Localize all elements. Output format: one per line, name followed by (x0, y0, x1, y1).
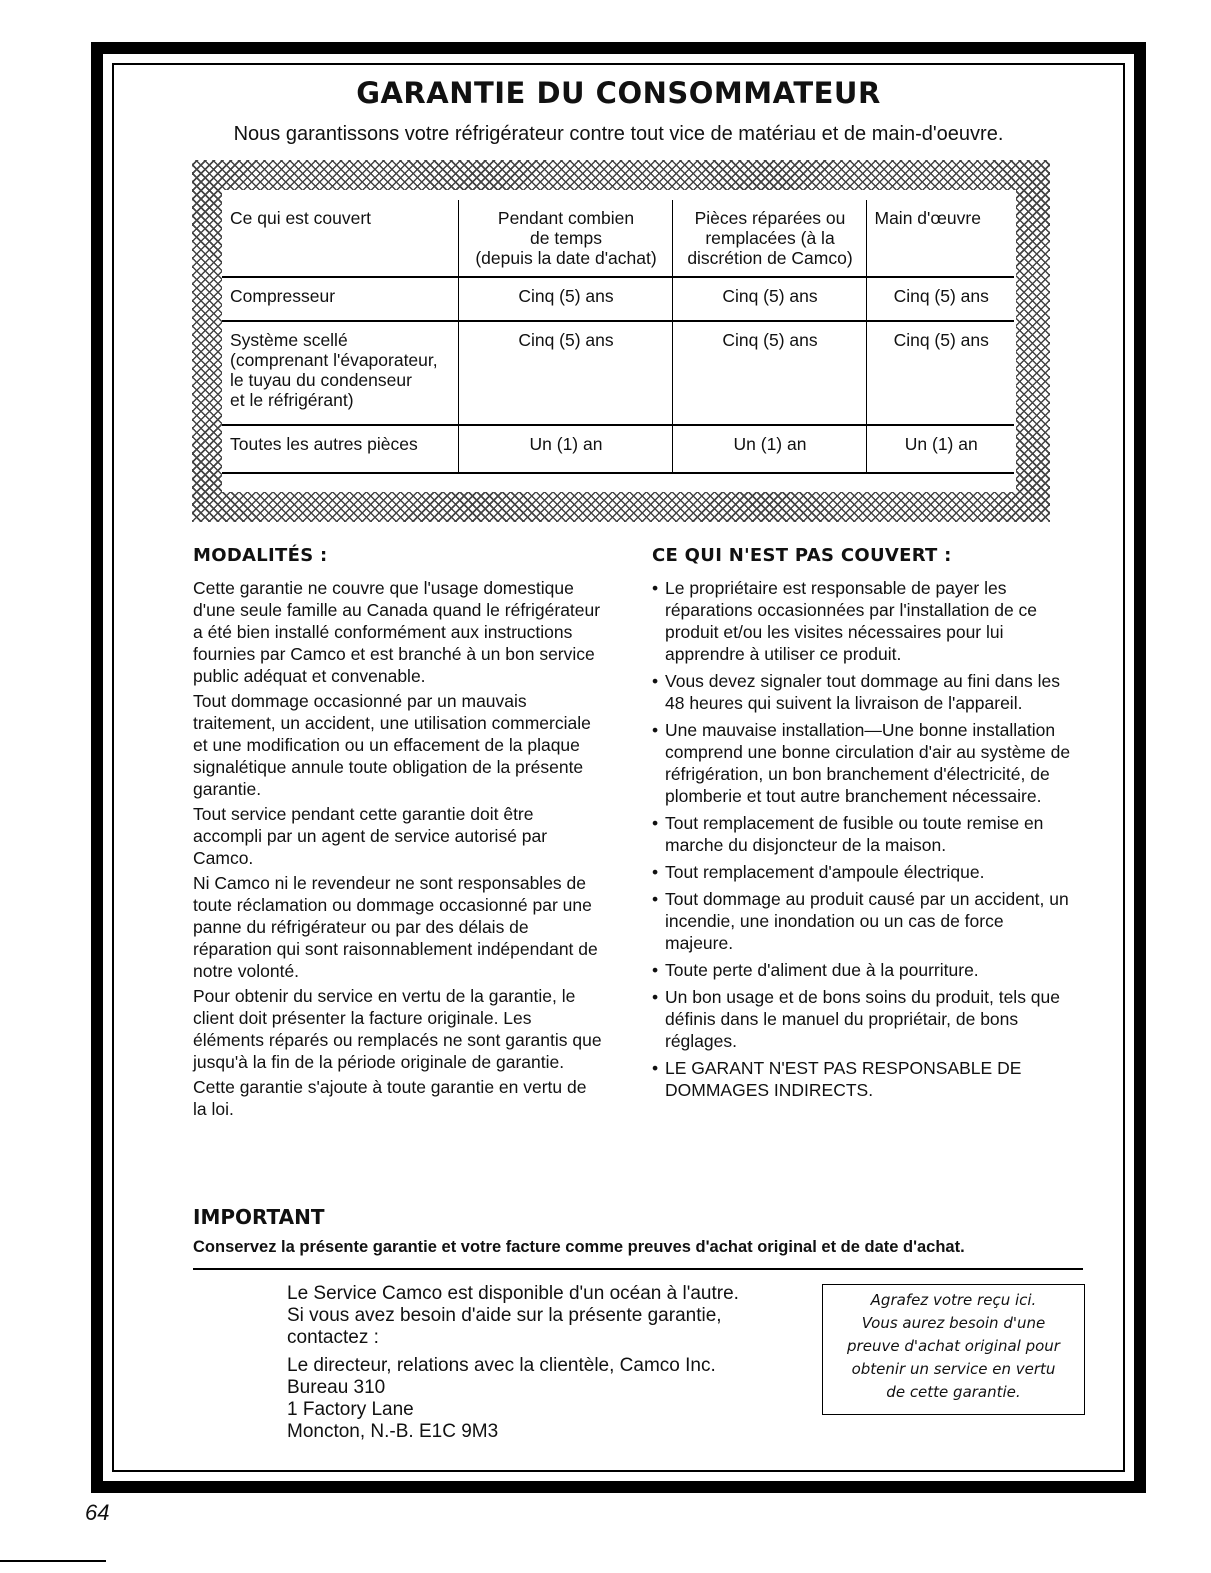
modalites-paragraph: Tout dommage occasionné par un mauvais traitement, un accident, une utilisation commerciale et une modification ou un effacement de la plaque signalétique annule toute obligation de la présente garantie. (193, 691, 591, 799)
list-item: • Une mauvaise installation—Une bonne installation comprend une bonne circulation d'air au système de réfrigération, un bon branchement d'électricité, de plomberie et tout autre branchement nécessaire. (652, 719, 1072, 807)
modalites-paragraph: Cette garantie ne couvre que l'usage domestique d'une seule famille au Canada quand le réfrigérateur a été bien installé conformément aux instructions fournies par Camco et est branché à un bon service public adéquat et convenable. (193, 578, 601, 686)
page-title: GARANTIE DU CONSOMMATEUR (356, 76, 881, 110)
list-item: • LE GARANT N'EST PAS RESPONSABLE DE DOMMAGES INDIRECTS. (652, 1057, 1072, 1101)
contact-intro: Le Service Camco est disponible d'un océan à l'autre. Si vous avez besoin d'aide sur la présente garantie, contactez : (287, 1283, 739, 1348)
list-item: • Tout remplacement d'ampoule électrique. (652, 861, 1072, 883)
header-duration: Pendant combien de temps (depuis la date d'achat) (458, 200, 672, 277)
cell-labor: Cinq (5) ans (866, 277, 1014, 321)
modalites-section (193, 545, 603, 1123)
table-row (222, 425, 1014, 473)
not-covered-section (652, 545, 1072, 1106)
list-item: • Vous devez signaler tout dommage au fini dans les 48 heures qui suivent la livraison de l'appareil. (652, 670, 1072, 714)
not-covered-heading: CE QUI N'EST PAS COUVERT : (652, 545, 952, 566)
cell-parts: Un (1) an (672, 425, 866, 473)
header-labor: Main d'œuvre (866, 200, 1014, 277)
cell-duration: Cinq (5) ans (458, 321, 672, 425)
modalites-paragraph: Pour obtenir du service en vertu de la garantie, le client doit présenter la facture originale. Les éléments réparés ou remplacés ne sont garantis que jusqu'à la fin de la période originale de garantie. (193, 986, 602, 1072)
list-item: • Un bon usage et de bons soins du produit, tels que définis dans le manuel du propriétair, de bons réglages. (652, 986, 1072, 1052)
modalites-paragraph: Ni Camco ni le revendeur ne sont responsables de toute réclamation ou dommage occasionné par une panne du réfrigérateur ou par des délais de réparation qui sont raisonnablement indépendant de notre volonté. (193, 873, 598, 981)
receipt-staple-box: Agrafez votre reçu ici. Vous aurez besoin d'une preuve d'achat original pour obtenir un service en vertu de cette garantie. (822, 1284, 1085, 1415)
contact-block (287, 1283, 807, 1449)
list-item: • Toute perte d'aliment due à la pourriture. (652, 959, 1072, 981)
list-item: • Tout dommage au produit causé par un accident, un incendie, une inondation ou un cas de force majeure. (652, 888, 1072, 954)
list-item: • Tout remplacement de fusible ou toute remise en marche du disjoncteur de la maison. (652, 812, 1072, 856)
not-covered-list (652, 577, 1072, 1101)
modalites-paragraph: Cette garantie s'ajoute à toute garantie en vertu de la loi. (193, 1077, 587, 1119)
modalites-paragraph: Tout service pendant cette garantie doit être accompli par un agent de service autorisé par Camco. (193, 804, 548, 868)
cell-duration: Un (1) an (458, 425, 672, 473)
cell-parts: Cinq (5) ans (672, 321, 866, 425)
important-heading: IMPORTANT (193, 1205, 325, 1229)
contact-address: Le directeur, relations avec la clientèle, Camco Inc. Bureau 310 1 Factory Lane Moncton, N.-B. E1C 9M3 (287, 1355, 716, 1442)
table-row (222, 277, 1014, 321)
cell-item: Compresseur (222, 277, 458, 321)
modalites-heading: MODALITÉS : (193, 545, 328, 566)
page-number: 64 (85, 1500, 110, 1525)
cell-labor: Cinq (5) ans (866, 321, 1014, 425)
coverage-table (222, 200, 1014, 474)
table-header-row (222, 200, 1014, 277)
table-row (222, 321, 1014, 425)
cell-item: Système scellé (comprenant l'évaporateur, le tuyau du condenseur et le réfrigérant) (222, 321, 458, 425)
cell-parts: Cinq (5) ans (672, 277, 866, 321)
important-text: Conservez la présente garantie et votre facture comme preuves d'achat original et de date d'achat. (193, 1238, 965, 1256)
divider (193, 1268, 1083, 1270)
cell-labor: Un (1) an (866, 425, 1014, 473)
cell-duration: Cinq (5) ans (458, 277, 672, 321)
footer-line (0, 1560, 106, 1562)
header-covered: Ce qui est couvert (222, 200, 458, 277)
list-item: • Le propriétaire est responsable de payer les réparations occasionnées par l'installation de ce produit et/ou les visites nécessaires pour lui apprendre à utiliser ce produit. (652, 577, 1072, 665)
header-parts: Pièces réparées ou remplacées (à la discrétion de Camco) (672, 200, 866, 277)
cell-item: Toutes les autres pièces (222, 425, 458, 473)
intro-text: Nous garantissons votre réfrigérateur contre tout vice de matériau et de main-d'oeuvre. (233, 123, 1004, 145)
